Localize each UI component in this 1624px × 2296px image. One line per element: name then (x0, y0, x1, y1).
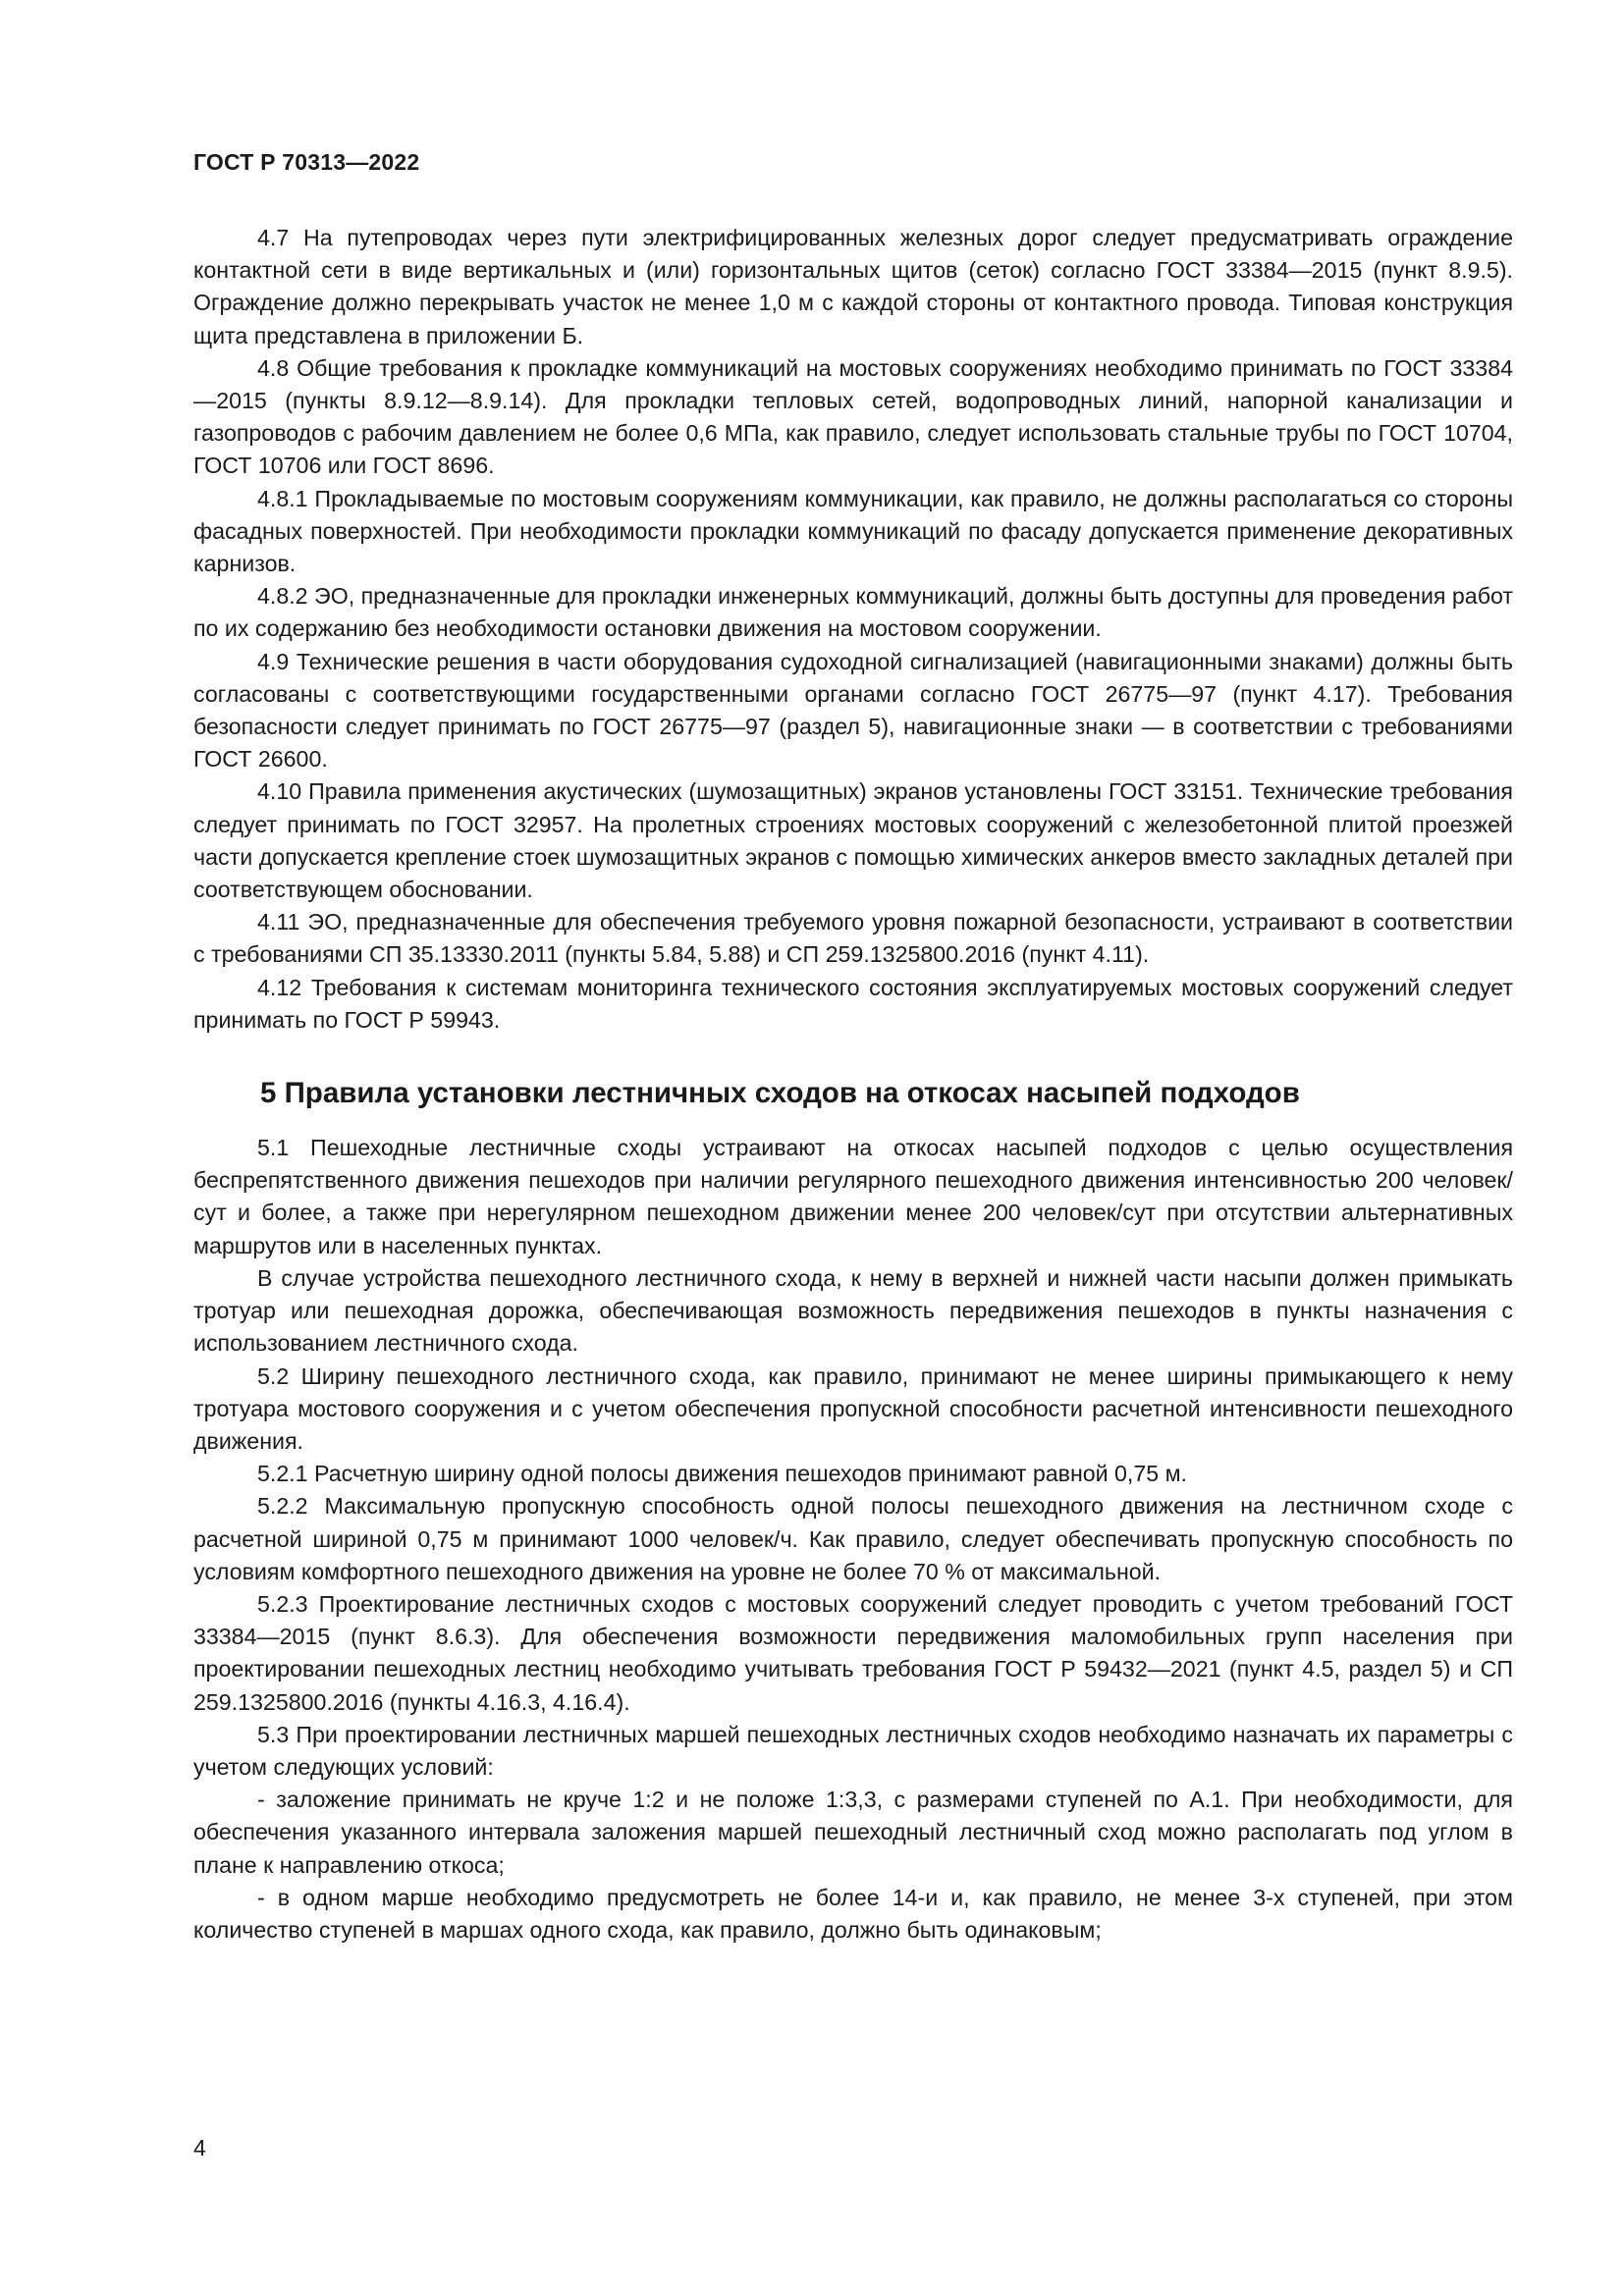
paragraph-5-1-continued: В случае устройства пешеходного лестничного схода, к нему в верхней и нижней части насыпи должен примыкать тротуар или пешеходная дорожка, обеспечивающая возможность передвижения пешеходов в пункты назначения с использованием лестничного схода. (193, 1264, 1513, 1357)
paragraph-5-2: 5.2 Ширину пешеходного лестничного схода, как правило, принимают не менее ширины примыкающего к нему тротуара мостового сооружения и с учетом обеспечения пропускной способности расчетной интенсивности пешеходного движения. (193, 1362, 1513, 1454)
list-item: - в одном марше необходимо предусмотреть не более 14-и и, как правило, не менее 3-х ступеней, при этом количество ступеней в маршах одного схода, как правило, должно быть одинаковым; (193, 1884, 1513, 1943)
paragraph-5-3: 5.3 При проектировании лестничных маршей пешеходных лестничных сходов необходимо назначать их параметры с учетом следующих условий: (193, 1721, 1513, 1780)
paragraph-4-8: 4.8 Общие требования к прокладке коммуникаций на мостовых сооружениях необходимо принимать по ГОСТ 33384—2015 (пункты 8.9.12—8.9.14). Для прокладки тепловых сетей, водопроводных линий, напорной канализации и газопроводов с рабочим давлением не более 0,6 МПа, как правило, следует использовать стальные трубы по ГОСТ 10704, ГОСТ 10706 или ГОСТ 8696. (193, 354, 1513, 479)
paragraph-4-10: 4.10 Правила применения акустических (шумозащитных) экранов установлены ГОСТ 33151. Технические требования следует принимать по ГОСТ 32957. На пролетных строениях мостовых сооружений с железобетонной плитой проезжей части допускается крепление стоек шумозащитных экранов с помощью химических анкеров вместо закладных деталей при соответствующем обосновании. (193, 778, 1513, 903)
page-number: 4 (193, 2135, 206, 2161)
document-body (193, 222, 1513, 1947)
list-item: - заложение принимать не круче 1:2 и не положе 1:3,3, с размерами ступеней по А.1. При необходимости, для обеспечения указанного интервала заложения маршей пешеходный лестничный сход можно располагать под углом в плане к направлению откоса; (193, 1787, 1513, 1878)
paragraph-5-2-1: 5.2.1 Расчетную ширину одной полосы движения пешеходов принимают равной 0,75 м. (257, 1461, 1187, 1487)
paragraph-5-1: 5.1 Пешеходные лестничные сходы устраивают на откосах насыпей подходов с целью осуществления беспрепятственного движения пешеходов при наличии регулярного пешеходного движения интенсивностью 200 человек/сут и более, а также при нерегулярном пешеходном движении менее 200 человек/сут при отсутствии альтернативных маршрутов или в населенных пунктах. (193, 1135, 1513, 1258)
paragraph-4-8-1: 4.8.1 Прокладываемые по мостовым сооружениям коммуникации, как правило, не должны располагаться со стороны фасадных поверхностей. При необходимости прокладки коммуникаций по фасаду допускается применение декоративных карнизов. (193, 485, 1513, 577)
section-5-heading: 5 Правила установки лестничных сходов на откосах насыпей подходов (260, 1077, 1300, 1110)
standard-code-header: ГОСТ Р 70313—2022 (193, 149, 420, 175)
paragraph-4-12: 4.12 Требования к системам мониторинга технического состояния эксплуатируемых мостовых сооружений следует принимать по ГОСТ Р 59943. (193, 974, 1513, 1033)
paragraph-5-2-3: 5.2.3 Проектирование лестничных сходов с мостовых сооружений следует проводить с учетом требований ГОСТ 33384—2015 (пункт 8.6.3). Для обеспечения возможности передвижения маломобильных групп населения при проектировании пешеходных лестниц необходимо учитывать требования ГОСТ Р 59432—2021 (пункт 4.5, раздел 5) и СП 259.1325800.2016 (пункты 4.16.3, 4.16.4). (193, 1590, 1513, 1715)
paragraph-5-2-2: 5.2.2 Максимальную пропускную способность одной полосы пешеходного движения на лестничном сходе с расчетной шириной 0,75 м принимают 1000 человек/ч. Как правило, следует обеспечивать пропускную способность по условиям комфортного пешеходного движения на уровне не более 70 % от максимальной. (193, 1493, 1513, 1584)
paragraph-4-9: 4.9 Технические решения в части оборудования судоходной сигнализацией (навигационными знаками) должны быть согласованы с соответствующими государственными органами согласно ГОСТ 26775—97 (пункт 4.17). Требования безопасности следует принимать по ГОСТ 26775—97 (раздел 5), навигационные знаки — в соответствии с требованиями ГОСТ 26600. (193, 648, 1513, 773)
paragraph-4-8-2: 4.8.2 ЭО, предназначенные для прокладки инженерных коммуникаций, должны быть доступны для проведения работ по их содержанию без необходимости остановки движения на мостовом сооружении. (193, 583, 1513, 642)
paragraph-4-11: 4.11 ЭО, предназначенные для обеспечения требуемого уровня пожарной безопасности, устраивают в соответствии с требованиями СП 35.13330.2011 (пункты 5.84, 5.88) и СП 259.1325800.2016 (пункт 4.11). (193, 909, 1513, 968)
paragraph-4-7: 4.7 На путепроводах через пути электрифицированных железных дорог следует предусматривать ограждение контактной сети в виде вертикальных и (или) горизонтальных щитов (сеток) согласно ГОСТ 33384—2015 (пункт 8.9.5). Ограждение должно перекрывать участок не менее 1,0 м с каждой стороны от контактного провода. Типовая конструкция щита представлена в приложении Б. (193, 225, 1513, 348)
